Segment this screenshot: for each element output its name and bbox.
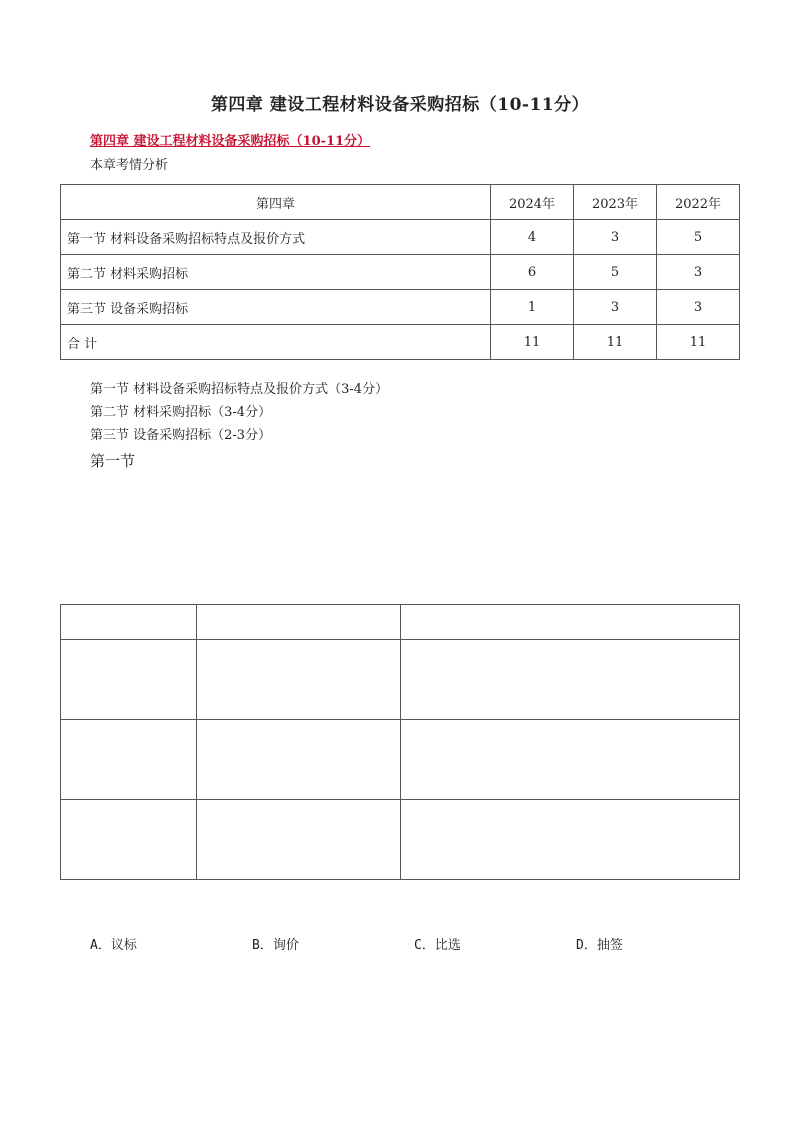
empty-cell (197, 605, 401, 640)
section-heading: 第一节 (90, 452, 136, 470)
cell-2024: 1 (491, 290, 574, 325)
cell-2023: 3 (574, 290, 657, 325)
table-row (61, 720, 740, 800)
row-label: 第三节 设备采购招标 (61, 290, 491, 325)
option-c[interactable]: C．比选 (414, 938, 461, 953)
analysis-label: 本章考情分析 (90, 158, 169, 173)
section-list (90, 378, 388, 447)
header-2022: 2022年 (657, 185, 740, 220)
empty-cell (61, 800, 197, 880)
table-row (61, 605, 740, 640)
empty-cell (401, 720, 740, 800)
header-2024: 2024年 (491, 185, 574, 220)
section-item: 第二节 材料采购招标（3-4分） (90, 405, 272, 420)
table-row (61, 800, 740, 880)
section-item: 第一节 材料设备采购招标特点及报价方式（3-4分） (90, 382, 389, 397)
header-chapter: 第四章 (61, 185, 491, 220)
table-header-row (61, 185, 740, 220)
empty-cell (61, 640, 197, 720)
empty-cell (61, 605, 197, 640)
empty-cell (401, 800, 740, 880)
cell-2023: 5 (574, 255, 657, 290)
table-total-row (61, 325, 740, 360)
table-row (61, 640, 740, 720)
empty-cell (197, 640, 401, 720)
document-title: 第四章 建设工程材料设备采购招标（10-11分） (210, 95, 590, 115)
empty-cell (401, 605, 740, 640)
row-label: 第一节 材料设备采购招标特点及报价方式 (61, 220, 491, 255)
empty-cell (401, 640, 740, 720)
option-a[interactable]: A．议标 (90, 938, 137, 953)
row-label: 合 计 (61, 325, 491, 360)
cell-2024: 6 (491, 255, 574, 290)
header-2023: 2023年 (574, 185, 657, 220)
option-d[interactable]: D．抽签 (576, 938, 623, 953)
cell-2024: 4 (491, 220, 574, 255)
table-row (61, 290, 740, 325)
table-row (61, 255, 740, 290)
empty-cell (197, 800, 401, 880)
cell-2022: 5 (657, 220, 740, 255)
cell-2022: 3 (657, 290, 740, 325)
chapter-link[interactable]: 第四章 建设工程材料设备采购招标（10-11分） (90, 134, 371, 149)
empty-cell (61, 720, 197, 800)
cell-2024: 11 (491, 325, 574, 360)
section-item: 第三节 设备采购招标（2-3分） (90, 428, 272, 443)
option-b[interactable]: B．询价 (252, 938, 299, 953)
cell-2022: 11 (657, 325, 740, 360)
exam-stats-table (60, 184, 740, 360)
cell-2023: 11 (574, 325, 657, 360)
row-label: 第二节 材料采购招标 (61, 255, 491, 290)
table-row (61, 220, 740, 255)
blank-table (60, 604, 740, 880)
empty-cell (197, 720, 401, 800)
cell-2023: 3 (574, 220, 657, 255)
cell-2022: 3 (657, 255, 740, 290)
